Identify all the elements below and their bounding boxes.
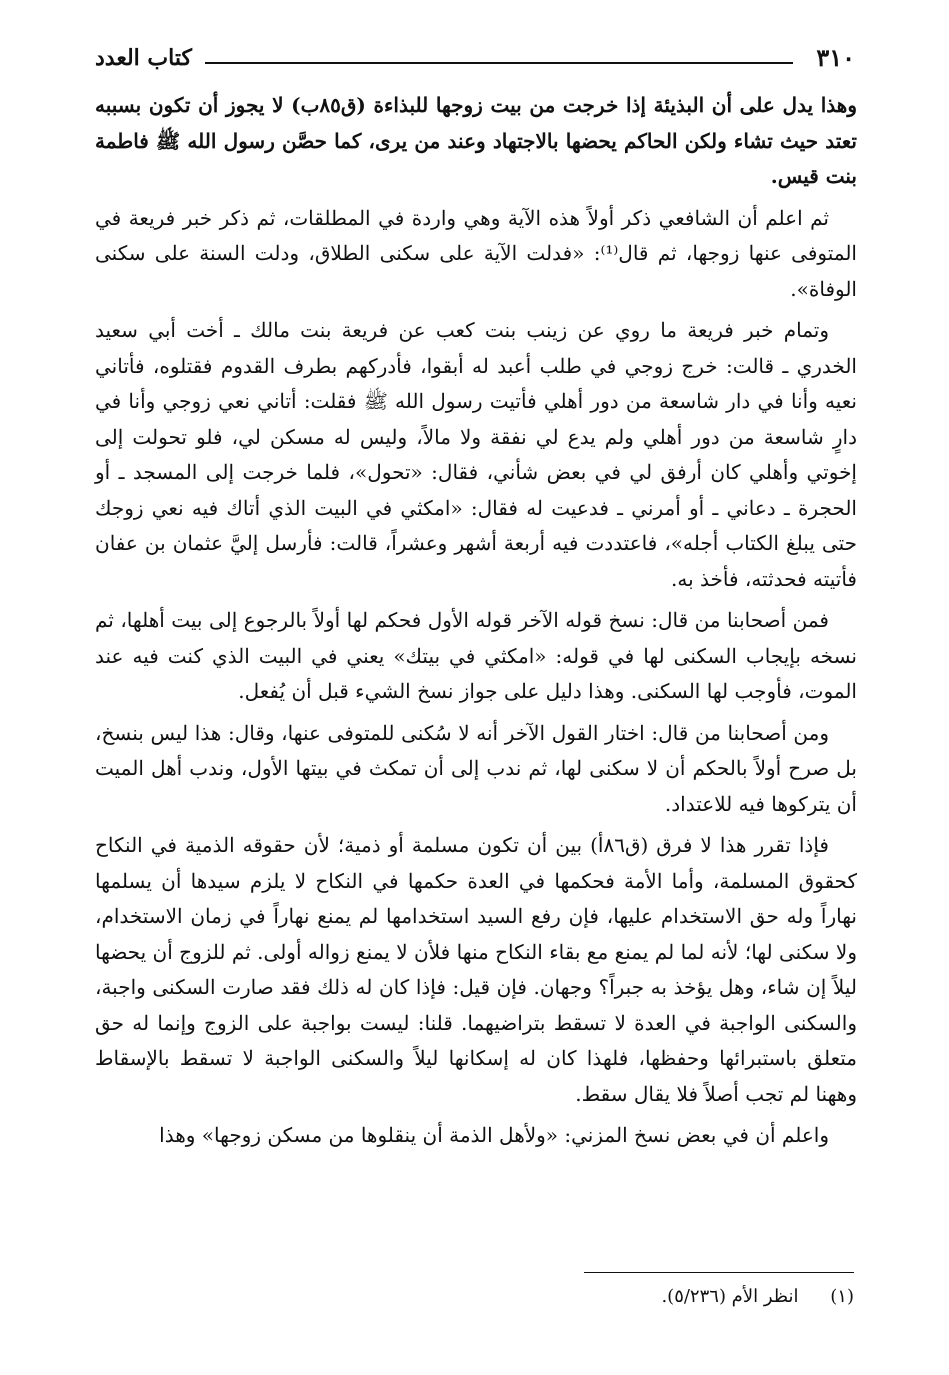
footnote-marker: (١) xyxy=(830,1286,854,1307)
header-rule xyxy=(205,62,793,64)
main-text xyxy=(95,88,857,1160)
paragraph-3: وتمام خبر فريعة ما روي عن زينب بنت كعب عن فريعة بنت مالك ـ أخت أبي سعيد الخدري ـ قالت: خرج زوجي في طلب أعبد له أبقوا، فأدركهم بطرف القدوم فقتلوه، فأتاني نعيه وأنا في دار شاسعة من دور أهلي فأتيت رسول الله ﷺ فقلت: أتاني نعي زوجي وأنا في دارٍ شاسعة من دور أهلي ولم يدع لي نفقة ولا مالاً، وليس له مسكن لي، فلو تحولت إلى إخوتي وأهلي كان أرفق لي في بعض شأني، فقال: «تحول»، فلما خرجت إلى المسجد ـ أو الحجرة ـ دعاني ـ أو أمرني ـ فدعيت له فقال: «امكثي في البيت الذي أتاك فيه نعي زوجك حتى يبلغ الكتاب أجله»، فاعتددت فيه أربعة أشهر وعشراً، قالت: فأرسل إليَّ عثمان بن عفان فأتيته فحدثته، فأخذ به. xyxy=(95,318,857,591)
footnote-rule xyxy=(584,1272,854,1273)
footnote xyxy=(92,1282,854,1312)
paragraph-4: فمن أصحابنا من قال: نسخ قوله الآخر قوله الأول فحكم لها أولاً بالرجوع إلى بيت أهلها، ثم نسخه بإيجاب السكنى لها في قوله: «امكثي في بيتك» يعني في البيت الذي كنت فيه عند الموت، فأوجب لها السكنى. وهذا دليل على جواز نسخ الشيء قبل أن يُفعل. xyxy=(95,608,857,703)
paragraph-1: وهذا يدل على أن البذيئة إذا خرجت من بيت زوجها للبذاءة (ق٨٥ب) لا يجوز أن تكون بسببه تعتد حيث تشاء ولكن الحاكم يحضها بالاجتهاد وعند من يرى، كما حصَّن رسول الله ﷺ فاطمة بنت قيس. xyxy=(95,93,857,188)
paragraph-2: ثم اعلم أن الشافعي ذكر أولاً هذه الآية وهي واردة في المطلقات، ثم ذكر خبر فريعة في المتوفى عنها زوجها، ثم قال⁽¹⁾: «فدلت الآية على سكنى الطلاق، ودلت السنة على سكنى الوفاة». xyxy=(95,205,857,301)
page-header xyxy=(95,40,855,76)
book-title: كتاب العدد xyxy=(95,45,192,71)
paragraph-7: واعلم أن في بعض نسخ المزني: «ولأهل الذمة أن ينقلوها من مسكن زوجها» وهذا xyxy=(159,1123,829,1147)
page-number: ٣١٠ xyxy=(816,43,855,72)
footnote-text: انظر الأم (٥/٢٣٦). xyxy=(661,1286,799,1307)
paragraph-6: فإذا تقرر هذا لا فرق (ق٨٦أ) بين أن تكون مسلمة أو ذمية؛ لأن حقوقه الذمية في النكاح كحقوق المسلمة، وأما الأمة فحكمها في العدة حكمها في النكاح لا يلزم سيدها أن يسلمها نهاراً وله حق الاستخدام عليها، فإن رفع السيد استخدامها لم يمنع نهاراً في زمان الاستخدام، ولا سكنى لها؛ لأنه لما لم يمنع مع بقاء النكاح منها فلأن لا يمنع زواله أولى. ثم للزوج أن يحضها ليلاً إن شاء، وهل يؤخذ به جبراً؟ وجهان. فإن قيل: فإذا كان له ذلك فقد صارت السكنى واجبة، والسكنى الواجبة في العدة لا تسقط بتراضيهما. قلنا: ليست بواجبة على الزوج وإنما له حق متعلق باستبرائها وحفظها، فلهذا كان له إسكانها ليلاً والسكنى الواجبة لا تسقط بالإسقاط وههنا لم تجب أصلاً فلا يقال سقط. xyxy=(95,833,857,1106)
paragraph-5: ومن أصحابنا من قال: اختار القول الآخر أنه لا سُكنى للمتوفى عنها، وقال: هذا ليس بنسخ، بل صرح أولاً بالحكم أن لا سكنى لها، ثم ندب إلى أن تمكث في بيتها الأول، وندب أهل الميت أن يتركوها فيه للاعتداد. xyxy=(95,720,857,816)
